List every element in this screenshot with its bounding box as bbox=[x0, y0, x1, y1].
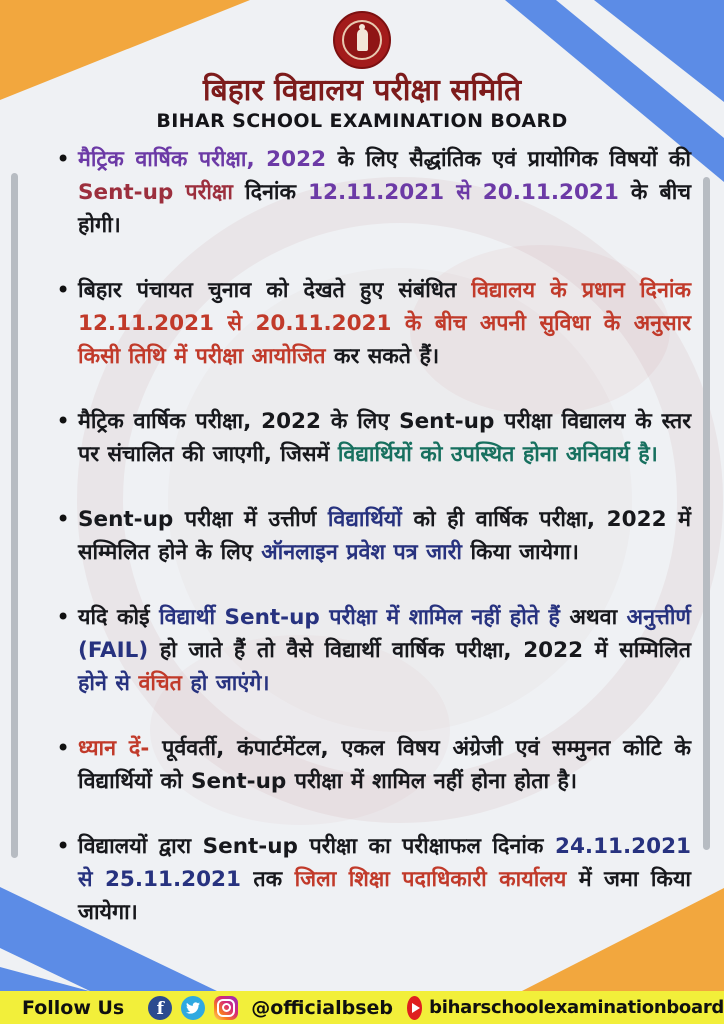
bullet-dot: • bbox=[56, 407, 71, 435]
bullet-dot: • bbox=[56, 832, 71, 860]
bullet-dot: • bbox=[56, 603, 71, 631]
page-title-hindi: बिहार विद्यालय परीक्षा समिति bbox=[202, 73, 522, 108]
social-handle-primary[interactable]: @officialbseb bbox=[251, 996, 393, 1019]
notice-body bbox=[56, 143, 691, 929]
follow-us-bar bbox=[0, 991, 724, 1024]
follow-us-label: Follow Us bbox=[22, 996, 125, 1019]
bseb-seal-logo bbox=[333, 11, 391, 69]
bullet-dot: • bbox=[56, 734, 71, 762]
social-handle-youtube[interactable]: biharschoolexaminationboard bbox=[429, 997, 724, 1018]
bullet-item bbox=[56, 405, 691, 471]
bullet-text: Sent-up परीक्षा में उत्तीर्ण विद्यार्थियों को ही वार्षिक परीक्षा, 2022 में सम्मिलित होने के लिए ऑनलाइन प्रवेश पत्र जारी किया जायेगा। bbox=[78, 507, 691, 565]
logo-figure bbox=[357, 29, 368, 51]
bullet-text: मैट्रिक वार्षिक परीक्षा, 2022 के लिए सैद्धांतिक एवं प्रायोगिक विषयों की Sent-up परीक्षा दिनांक 12.11.2021 से 20.11.2021 के बीच होगी। bbox=[78, 147, 692, 238]
bullet-dot: • bbox=[56, 145, 71, 173]
facebook-icon[interactable]: f bbox=[148, 996, 172, 1020]
bullet-item bbox=[56, 274, 691, 373]
bullet-list bbox=[56, 143, 691, 929]
page-title-english: BIHAR SCHOOL EXAMINATION BOARD bbox=[156, 110, 568, 132]
bullet-text: बिहार पंचायत चुनाव को देखते हुए संबंधित विद्यालय के प्रधान दिनांक 12.11.2021 से 20.11.2021 के बीच अपनी सुविधा के अनुसार किसी तिथि में परीक्षा आयोजित कर सकते हैं। bbox=[78, 278, 691, 369]
bseb-seal-inner-ring bbox=[342, 20, 382, 60]
bullet-text: मैट्रिक वार्षिक परीक्षा, 2022 के लिए Sent-up परीक्षा विद्यालय के स्तर पर संचालित की जाएगी, जिसमें विद्यार्थियों को उपस्थित होना अनिवार्य है। bbox=[78, 409, 691, 467]
bullet-text: यदि कोई विद्यार्थी Sent-up परीक्षा में शामिल नहीं होते हैं अथवा अनुत्तीर्ण (FAIL) हो जाते हैं तो वैसे विद्यार्थी वार्षिक परीक्षा, 2022 में सम्मिलित होने से वंचित हो जाएंगे। bbox=[78, 605, 691, 696]
social-icons bbox=[148, 996, 238, 1020]
header bbox=[0, 0, 724, 132]
bullet-item bbox=[56, 503, 691, 569]
bullet-item bbox=[56, 601, 691, 700]
right-edge-bar bbox=[703, 177, 710, 850]
bullet-item bbox=[56, 830, 691, 929]
twitter-icon[interactable] bbox=[181, 996, 205, 1020]
bullet-text: विद्यालयों द्वारा Sent-up परीक्षा का परीक्षाफल दिनांक 24.11.2021 से 25.11.2021 तक जिला शिक्षा पदाधिकारी कार्यालय में जमा किया जायेगा। bbox=[78, 834, 691, 925]
youtube-icon[interactable] bbox=[407, 996, 422, 1020]
bullet-text: ध्यान दें- पूर्ववर्ती, कंपार्टमेंटल, एकल विषय अंग्रेजी एवं सम्मुनत कोटि के विद्यार्थियों को Sent-up परीक्षा में शामिल नहीं होना होता है। bbox=[78, 736, 691, 794]
bullet-item bbox=[56, 143, 691, 242]
bullet-item bbox=[56, 732, 691, 798]
bullet-dot: • bbox=[56, 276, 71, 304]
left-edge-bar bbox=[11, 173, 18, 858]
bullet-dot: • bbox=[56, 505, 71, 533]
instagram-icon[interactable] bbox=[214, 996, 238, 1020]
